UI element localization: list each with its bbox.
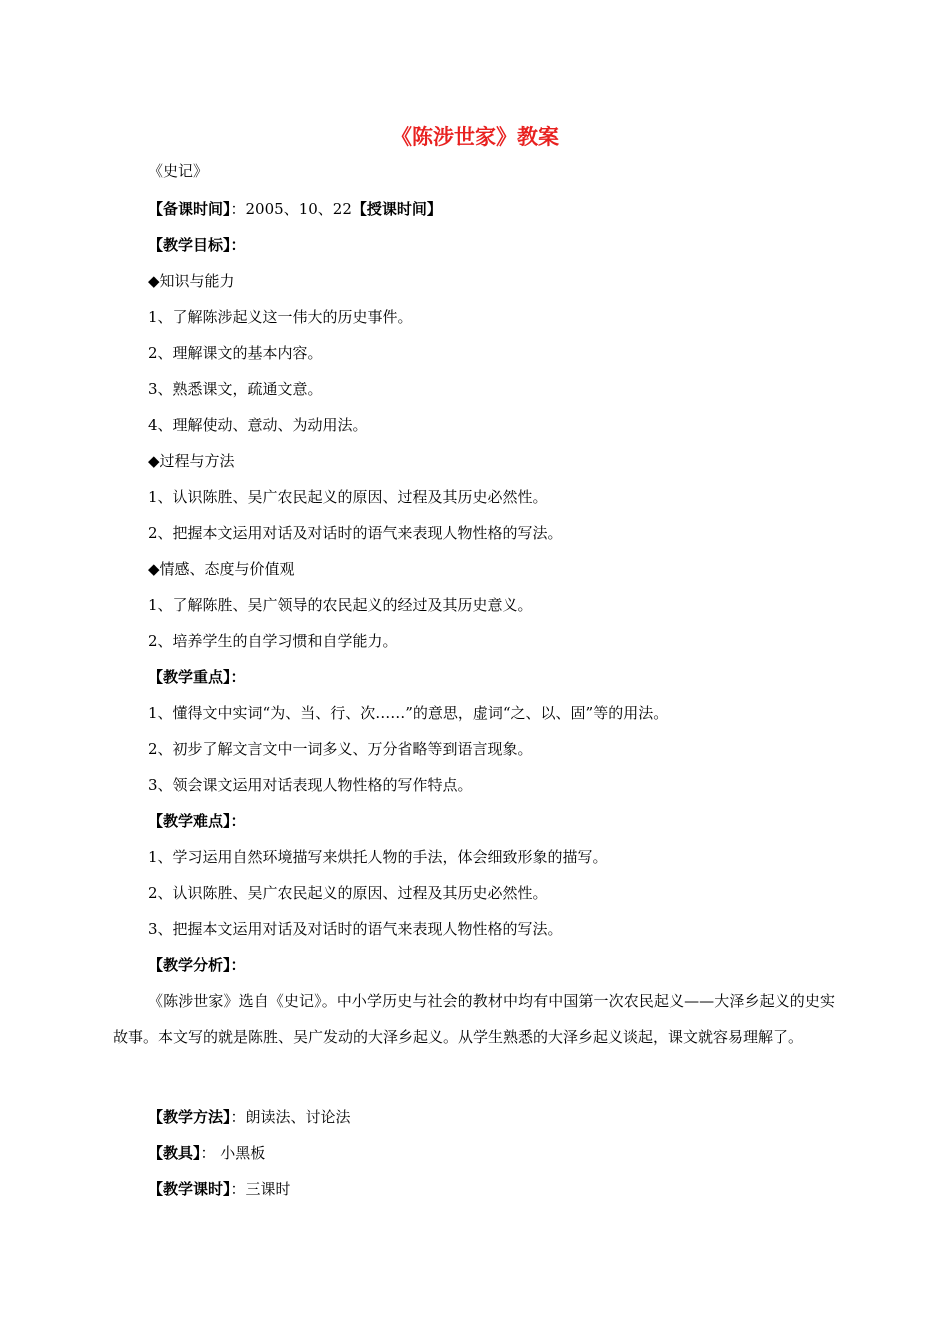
analysis-colon: ： bbox=[230, 956, 246, 974]
key-points-heading bbox=[148, 666, 246, 688]
process-heading: ◆过程与方法 bbox=[148, 452, 235, 470]
difficulties-label: 【教学难点】 bbox=[148, 812, 231, 830]
knowledge-heading: ◆知识与能力 bbox=[148, 272, 235, 290]
objectives-heading bbox=[148, 234, 246, 256]
source-line: 《史记》 bbox=[148, 162, 209, 180]
list-item: 2、把握本文运用对话及对话时的语气来表现人物性格的写法。 bbox=[148, 524, 563, 542]
analysis-heading bbox=[148, 954, 246, 976]
prep-time-value: ：2005、10、22 bbox=[230, 200, 352, 218]
list-item: 3、把握本文运用对话及对话时的语气来表现人物性格的写法。 bbox=[148, 920, 563, 938]
list-item: 3、领会课文运用对话表现人物性格的写作特点。 bbox=[148, 776, 473, 794]
difficulties-heading bbox=[148, 810, 246, 832]
prep-time-line bbox=[148, 198, 442, 220]
tools-value: ： 小黑板 bbox=[200, 1144, 266, 1162]
method-line bbox=[148, 1106, 351, 1128]
hours-line bbox=[148, 1178, 291, 1200]
analysis-paragraph: 《陈涉世家》选自《史记》。中小学历史与社会的教材中均有中国第一次农民起义——大泽乡起义的史实故事。本文写的就是陈胜、吴广发动的大泽乡起义。从学生熟悉的大泽乡起义谈起，课文就容易理解了。 bbox=[113, 992, 835, 1046]
list-item: 1、了解陈胜、吴广领导的农民起义的经过及其历史意义。 bbox=[148, 596, 533, 614]
analysis-label: 【教学分析】 bbox=[148, 956, 231, 974]
difficulties-colon: ： bbox=[230, 812, 246, 830]
objectives-label: 【教学目标】 bbox=[148, 236, 231, 254]
key-points-colon: ： bbox=[230, 668, 246, 686]
hours-value: ：三课时 bbox=[230, 1180, 291, 1198]
hours-label: 【教学课时】 bbox=[148, 1180, 231, 1198]
list-item: 2、培养学生的自学习惯和自学能力。 bbox=[148, 632, 398, 650]
method-value: ：朗读法、讨论法 bbox=[230, 1108, 351, 1126]
list-item: 1、了解陈涉起义这一伟大的历史事件。 bbox=[148, 308, 413, 326]
list-item: 1、学习运用自然环境描写来烘托人物的手法，体会细致形象的描写。 bbox=[148, 848, 608, 866]
list-item: 4、理解使动、意动、为动用法。 bbox=[148, 416, 368, 434]
list-item: 1、懂得文中实词“为、当、行、次……”的意思，虚词“之、以、固”等的用法。 bbox=[148, 704, 669, 722]
method-label: 【教学方法】 bbox=[148, 1108, 231, 1126]
emotion-heading: ◆情感、态度与价值观 bbox=[148, 560, 295, 578]
list-item: 1、认识陈胜、吴广农民起义的原因、过程及其历史必然性。 bbox=[148, 488, 548, 506]
prep-time-label: 【备课时间】 bbox=[148, 200, 231, 218]
key-points-label: 【教学重点】 bbox=[148, 668, 231, 686]
objectives-colon: ： bbox=[230, 236, 246, 254]
teach-time-label: 【授课时间】 bbox=[351, 200, 442, 218]
list-item: 3、熟悉课文，疏通文意。 bbox=[148, 380, 323, 398]
tools-label: 【教具】 bbox=[148, 1144, 201, 1162]
list-item: 2、初步了解文言文中一词多义、万分省略等到语言现象。 bbox=[148, 740, 533, 758]
list-item: 2、认识陈胜、吴广农民起义的原因、过程及其历史必然性。 bbox=[148, 884, 548, 902]
tools-line bbox=[148, 1142, 265, 1164]
list-item: 2、理解课文的基本内容。 bbox=[148, 344, 323, 362]
document-title: 《陈涉世家》教案 bbox=[391, 125, 559, 149]
